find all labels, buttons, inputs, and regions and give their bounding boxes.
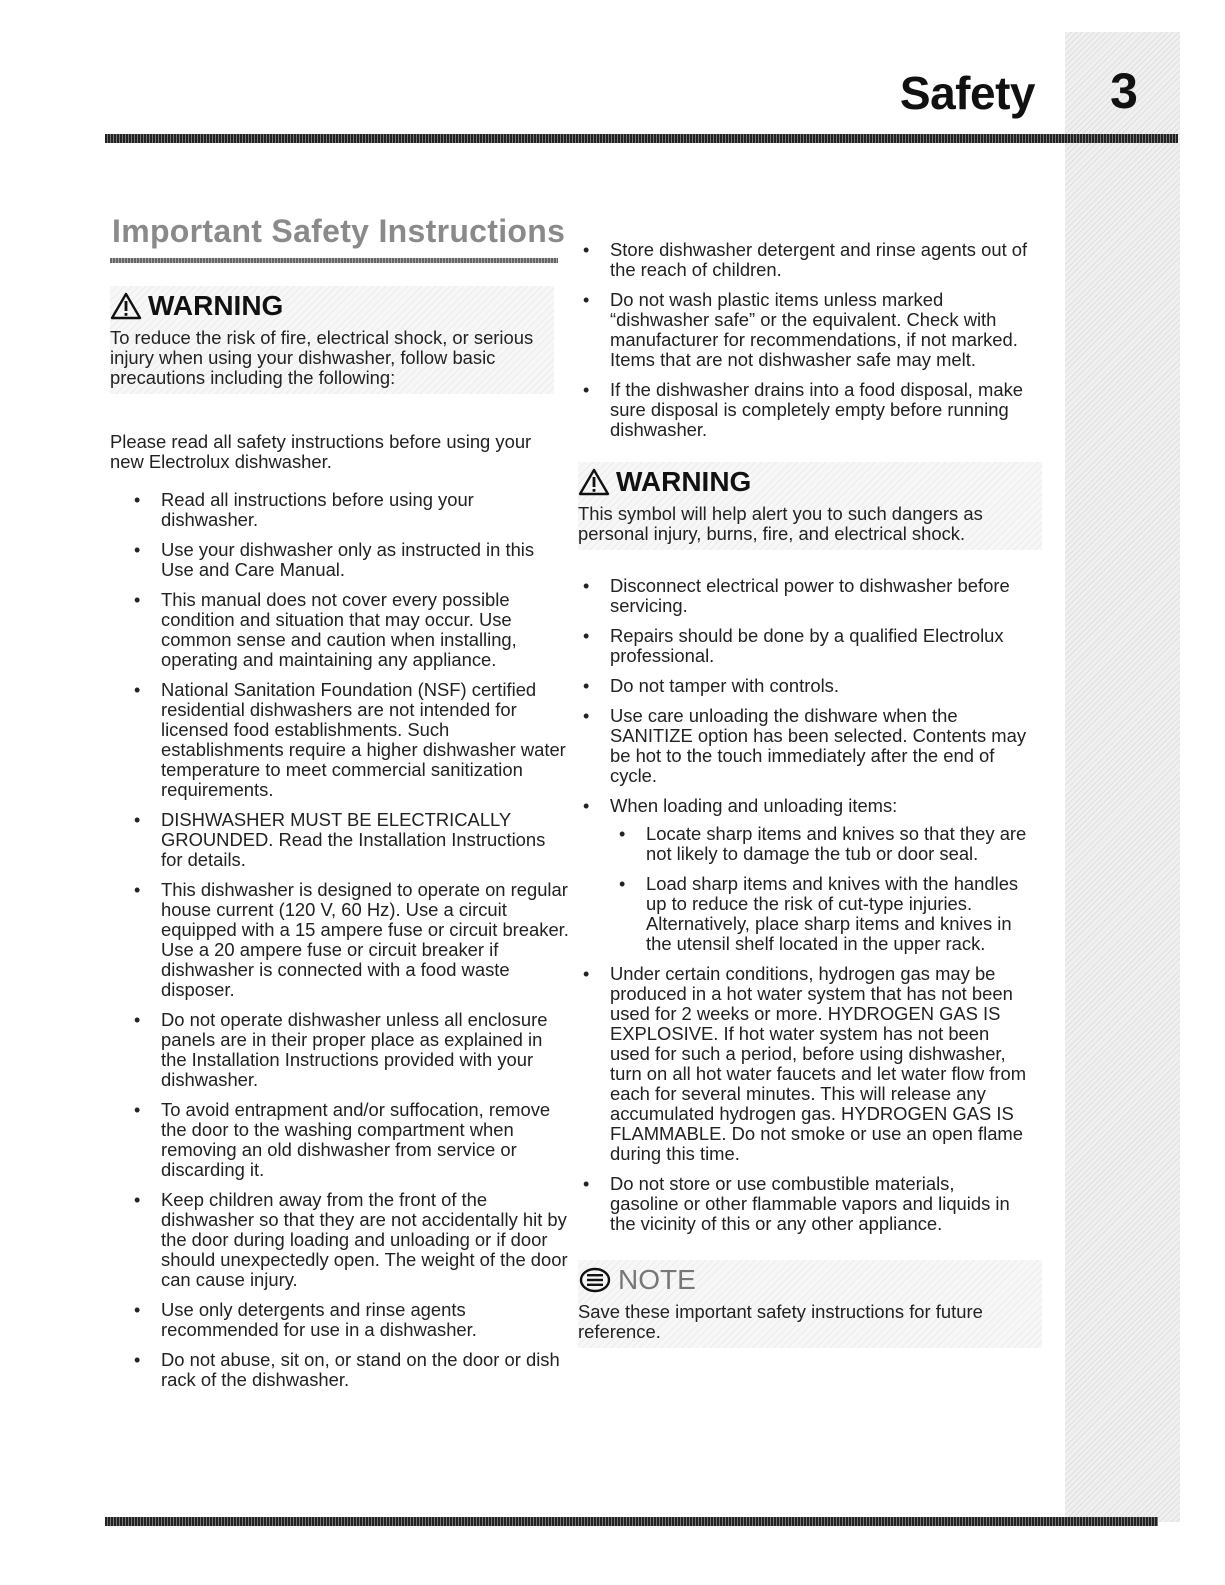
list-item: • Use only detergents and rinse agents recommended for use in a dishwasher. (161, 1300, 570, 1340)
list-item: • Do not tamper with controls. (610, 676, 1028, 696)
list-item (610, 796, 1028, 954)
list-item: • This dishwasher is designed to operate on regular house current (120 V, 60 Hz). Use a circuit equipped with a 15 ampere fuse or circuit breaker. Use a 20 ampere fuse or circuit breaker if dishwasher is connected with a food waste disposer. (161, 880, 570, 1000)
warning-label-2: WARNING (616, 466, 752, 497)
page-title: Safety (899, 67, 1035, 119)
list-item: • Under certain conditions, hydrogen gas may be produced in a hot water system that has not been used for 2 weeks or more. HYDROGEN GAS IS EXPLOSIVE. If hot water system has not been used for such a period, before using dishwasher, turn on all hot water faucets and let water flow from each for several minutes. This will release any accumulated hydrogen gas. HYDROGEN GAS IS FLAMMABLE. Do not smoke or use an open flame during this time. (610, 964, 1028, 1164)
intro-paragraph: Please read all safety instructions before using your new Electrolux dishwasher. (110, 431, 532, 472)
header-rule (105, 134, 1178, 143)
list-item: • Use your dishwasher only as instructed in this Use and Care Manual. (161, 540, 570, 580)
warning-callout (110, 286, 554, 394)
list-item: • To avoid entrapment and/or suffocation, remove the door to the washing compartment when removing an old dishwasher from service or discarding it. (161, 1100, 570, 1180)
warning-heading (110, 290, 550, 322)
chapter-number: 3 (1110, 63, 1138, 119)
warning-label: WARNING (148, 290, 284, 321)
list-item-label: When loading and unloading items: (610, 795, 898, 816)
warning-heading-2 (578, 466, 1038, 498)
warning-text: To reduce the risk of fire, electrical shock, or serious injury when using your dishwasher, follow basic precautions including the following: (110, 327, 534, 388)
note-icon (578, 1266, 612, 1294)
warning-callout-2 (578, 462, 1042, 550)
left-column (110, 286, 570, 1390)
list-item: • DISHWASHER MUST BE ELECTRICALLY GROUNDED. Read the Installation Instructions for details. (161, 810, 570, 870)
list-item: • Read all instructions before using your dishwasher. (161, 490, 570, 530)
section-title: Important Safety Instructions (112, 213, 566, 249)
list-item: • Disconnect electrical power to dishwasher before servicing. (610, 576, 1028, 616)
right-bullet-list-top (578, 240, 1028, 440)
list-item: • Do not store or use combustible materials, gasoline or other flammable vapors and liquids in the vicinity of this or any other appliance. (610, 1174, 1028, 1234)
note-callout (578, 1260, 1042, 1348)
side-band (1065, 32, 1180, 1522)
warning-text-2: This symbol will help alert you to such dangers as personal injury, burns, fire, and electrical shock. (578, 503, 983, 544)
list-item: • Do not wash plastic items unless marked “dishwasher safe” or the equivalent. Check with manufacturer for recommendations, if not marked. Items that are not dishwasher safe may melt. (610, 290, 1028, 370)
list-item: • Do not abuse, sit on, or stand on the door or dish rack of the dishwasher. (161, 1350, 570, 1390)
list-item: • If the dishwasher drains into a food disposal, make sure disposal is completely empty before running dishwasher. (610, 380, 1028, 440)
right-bullet-list-mid (578, 576, 1028, 1234)
list-item: • This manual does not cover every possible condition and situation that may occur. Use common sense and caution when installing, operating and maintaining any appliance. (161, 590, 570, 670)
warning-triangle-icon (578, 468, 610, 496)
list-item: • Keep children away from the front of the dishwasher so that they are not accidentally hit by the door during loading and unloading or if door should unexpectedly open. The weight of the door can cause injury. (161, 1190, 570, 1290)
right-column (578, 240, 1028, 1348)
left-bullet-list (110, 490, 570, 1390)
sub-list-item: • Locate sharp items and knives so that they are not likely to damage the tub or door seal. (646, 824, 1028, 864)
note-heading (578, 1264, 1038, 1296)
list-item: • Repairs should be done by a qualified Electrolux professional. (610, 626, 1028, 666)
list-item: • Use care unloading the dishware when the SANITIZE option has been selected. Contents may be hot to the touch immediately after the end of cycle. (610, 706, 1028, 786)
list-item: • Do not operate dishwasher unless all enclosure panels are in their proper place as explained in the Installation Instructions provided with your dishwasher. (161, 1010, 570, 1090)
sub-bullet-list (610, 824, 1028, 954)
list-item: • Store dishwasher detergent and rinse agents out of the reach of children. (610, 240, 1028, 280)
sub-list-item: • Load sharp items and knives with the handles up to reduce the risk of cut-type injuries. Alternatively, place sharp items and knives in the utensil shelf located in the upper rack. (646, 874, 1028, 954)
section-rule (110, 258, 558, 263)
list-item: • National Sanitation Foundation (NSF) certified residential dishwashers are not intended for licensed food establishments. Such establishments require a higher dishwasher water temperature to meet commercial sanitization requirements. (161, 680, 570, 800)
footer-rule (105, 1517, 1158, 1526)
note-text: Save these important safety instructions for future reference. (578, 1301, 983, 1342)
note-label: NOTE (618, 1264, 696, 1295)
warning-triangle-icon (110, 292, 142, 320)
